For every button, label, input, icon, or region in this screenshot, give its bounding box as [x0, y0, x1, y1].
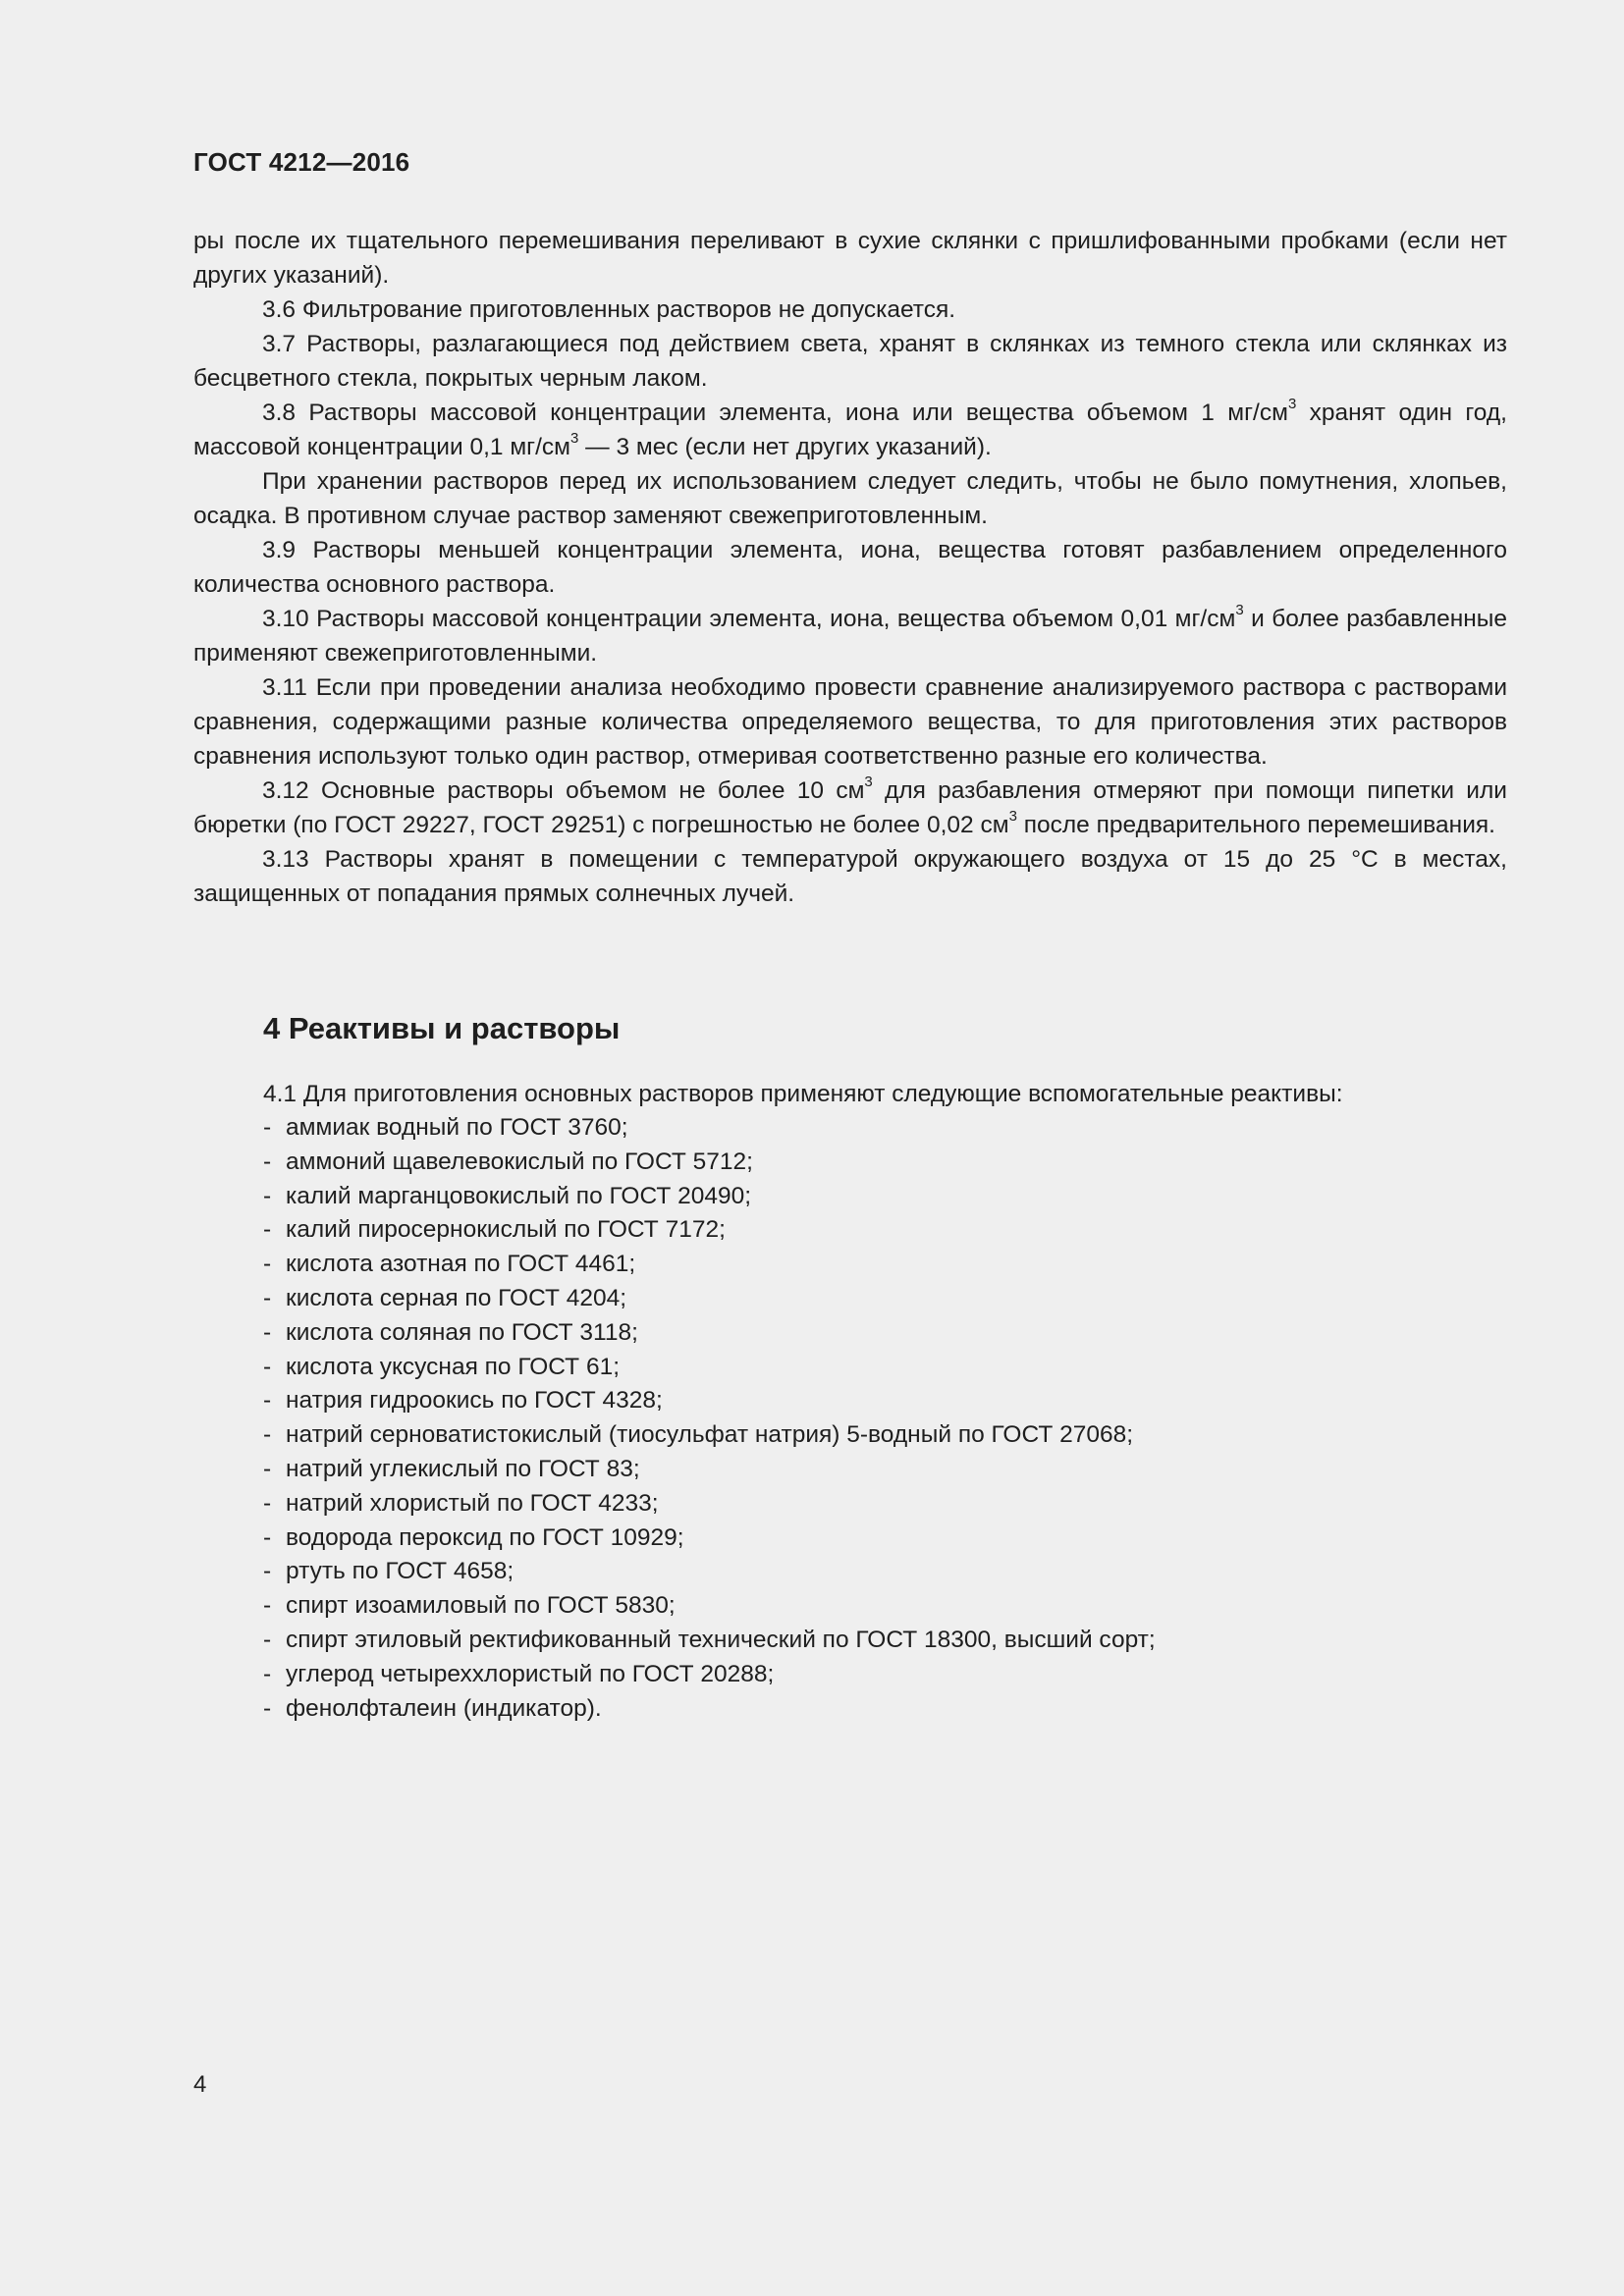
- reagent-list-item-text: водорода пероксид по ГОСТ 10929;: [286, 1523, 684, 1551]
- paragraph-3-10: [193, 602, 1507, 670]
- paragraph-3-6: 3.6 Фильтрование приготовленных растворов не допускается.: [262, 296, 956, 323]
- paragraph-3-8-part-b: хранят один год, массовой концентрации 0,1 мг/см: [193, 400, 1507, 460]
- paragraph-3-13: 3.13 Растворы хранят в помещении с температурой окружающего воздуха от 15 до 25 °С в местах, защищенных от попадания прямых солнечных лучей.: [193, 846, 1507, 907]
- reagent-list-item-text: углерод четыреххлористый по ГОСТ 20288;: [286, 1660, 775, 1687]
- reagent-list-item-text: натрий углекислый по ГОСТ 83;: [286, 1455, 640, 1482]
- paragraph-3-10-part-b: и более разбавленные применяют свежеприготовленными.: [193, 606, 1507, 667]
- list-dash: -: [263, 1694, 272, 1722]
- reagent-list-item: [263, 1351, 1156, 1385]
- reagent-list-item-text: кислота уксусная по ГОСТ 61;: [286, 1353, 620, 1380]
- paragraph-4-1: 4.1 Для приготовления основных растворов применяют следующие вспомогательные реактивы:: [263, 1081, 1343, 1107]
- paragraph-3-12-part-a: 3.12 Основные растворы объемом не более 10 см: [262, 777, 865, 804]
- reagent-list-item: [263, 1213, 1156, 1248]
- reagent-list-item: [263, 1624, 1156, 1658]
- reagent-list-item: [263, 1111, 1156, 1146]
- list-dash: -: [263, 1626, 272, 1653]
- reagent-list-item: [263, 1522, 1156, 1556]
- paragraph-3-12-part-b: для разбавления отмеряют при помощи пипетки или бюретки (по ГОСТ 29227, ГОСТ 29251) с погрешностью не более 0,02 см: [193, 777, 1507, 838]
- list-dash: -: [263, 1455, 272, 1482]
- section-4-heading: 4 Реактивы и растворы: [263, 1011, 621, 1045]
- reagent-list-item: [263, 1146, 1156, 1180]
- reagent-list-item-text: кислота соляная по ГОСТ 3118;: [286, 1318, 638, 1346]
- document-header: ГОСТ 4212—2016: [193, 147, 410, 177]
- reagent-list-item: [263, 1453, 1156, 1487]
- reagent-list-item: [263, 1692, 1156, 1727]
- reagent-list: [263, 1111, 1156, 1726]
- paragraph-3-8: [193, 396, 1507, 464]
- paragraph-3-8-part-c: — 3 мес (если нет других указаний).: [578, 434, 992, 460]
- reagent-list-item-text: фенолфталеин (индикатор).: [286, 1694, 602, 1722]
- list-dash: -: [263, 1318, 272, 1346]
- reagent-list-item: [263, 1418, 1156, 1453]
- paragraph-3-11: 3.11 Если при проведении анализа необходимо провести сравнение анализируемого раствора с растворами сравнения, содержащими разные количества определяемого вещества, то для приготовления этих растворов сравнения используют только один раствор, отмеривая соответственно разные его количества.: [193, 674, 1507, 770]
- list-dash: -: [263, 1421, 272, 1449]
- paragraph-3-12: [193, 774, 1507, 842]
- reagent-list-item: [263, 1282, 1156, 1316]
- section-3-body: [193, 224, 1507, 911]
- paragraph-3-9: 3.9 Растворы меньшей концентрации элемента, иона, вещества готовят разбавлением определенного количества основного раствора.: [193, 537, 1507, 598]
- reagent-list-item: [263, 1589, 1156, 1624]
- list-dash: -: [263, 1284, 272, 1311]
- list-dash: -: [263, 1114, 272, 1141]
- reagent-list-item-text: натрий серноватистокислый (тиосульфат натрия) 5-водный по ГОСТ 27068;: [286, 1421, 1134, 1449]
- reagent-list-item-text: калий марганцовокислый по ГОСТ 20490;: [286, 1182, 752, 1209]
- page-number: 4: [193, 2071, 207, 2098]
- list-dash: -: [263, 1592, 272, 1620]
- list-dash: -: [263, 1660, 272, 1687]
- reagent-list-item-text: спирт этиловый ректификованный технический по ГОСТ 18300, высший сорт;: [286, 1626, 1156, 1653]
- list-dash: -: [263, 1182, 272, 1209]
- reagent-list-item-text: кислота серная по ГОСТ 4204;: [286, 1284, 627, 1311]
- list-dash: -: [263, 1216, 272, 1244]
- reagent-list-item-text: спирт изоамиловый по ГОСТ 5830;: [286, 1592, 676, 1620]
- reagent-list-item-text: натрия гидроокись по ГОСТ 4328;: [286, 1387, 663, 1415]
- superscript-cube: 3: [1235, 601, 1244, 618]
- list-dash: -: [263, 1251, 272, 1278]
- reagent-list-item-text: кислота азотная по ГОСТ 4461;: [286, 1251, 636, 1278]
- list-dash: -: [263, 1558, 272, 1585]
- list-dash: -: [263, 1148, 272, 1175]
- paragraph-3-8-note: При хранении растворов перед их использованием следует следить, чтобы не было помутнения, хлопьев, осадка. В противном случае раствор заменяют свежеприготовленным.: [193, 468, 1507, 529]
- paragraph-continuation: ры после их тщательного перемешивания переливают в сухие склянки с пришлифованными пробками (если нет других указаний).: [193, 228, 1507, 289]
- superscript-cube: 3: [1287, 395, 1297, 412]
- reagent-list-item: [263, 1555, 1156, 1589]
- paragraph-3-8-part-a: 3.8 Растворы массовой концентрации элемента, иона или вещества объемом 1 мг/см: [262, 400, 1288, 426]
- reagent-list-item: [263, 1180, 1156, 1214]
- reagent-list-item: [263, 1316, 1156, 1351]
- list-dash: -: [263, 1353, 272, 1380]
- reagent-list-item-text: натрий хлористый по ГОСТ 4233;: [286, 1489, 659, 1517]
- superscript-cube: 3: [570, 429, 579, 447]
- reagent-list-item-text: калий пиросернокислый по ГОСТ 7172;: [286, 1216, 726, 1244]
- paragraph-3-10-part-a: 3.10 Растворы массовой концентрации элемента, иона, вещества объемом 0,01 мг/см: [262, 606, 1236, 632]
- reagent-list-item: [263, 1658, 1156, 1692]
- paragraph-3-7: 3.7 Растворы, разлагающиеся под действием света, хранят в склянках из темного стекла или склянках из бесцветного стекла, покрытых черным лаком.: [193, 331, 1507, 392]
- list-dash: -: [263, 1387, 272, 1415]
- reagent-list-item: [263, 1487, 1156, 1522]
- superscript-cube: 3: [1008, 807, 1017, 825]
- list-dash: -: [263, 1523, 272, 1551]
- list-dash: -: [263, 1489, 272, 1517]
- reagent-list-item-text: аммоний щавелевокислый по ГОСТ 5712;: [286, 1148, 753, 1175]
- reagent-list-item-text: аммиак водный по ГОСТ 3760;: [286, 1114, 628, 1141]
- reagent-list-item: [263, 1384, 1156, 1418]
- superscript-cube: 3: [864, 773, 873, 790]
- reagent-list-item: [263, 1248, 1156, 1282]
- reagent-list-item-text: ртуть по ГОСТ 4658;: [286, 1558, 514, 1585]
- paragraph-3-12-part-c: после предварительного перемешивания.: [1016, 812, 1495, 838]
